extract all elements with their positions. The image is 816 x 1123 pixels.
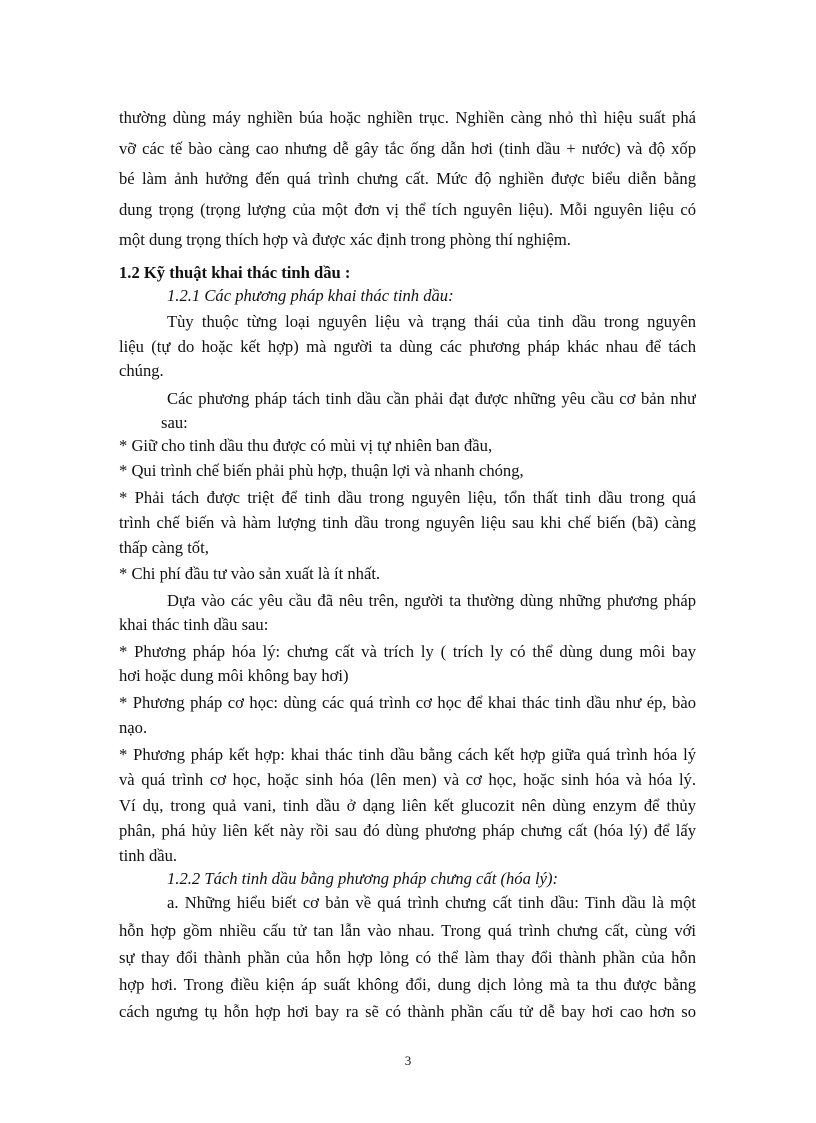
list-item: hơi hoặc dung môi không bay hơi) bbox=[119, 666, 349, 685]
list-item: tinh dầu. bbox=[119, 846, 178, 865]
list-item: thấp càng tốt, bbox=[119, 538, 209, 557]
list-item: * Phương pháp hóa lý: chưng cất và trích ly ( trích ly có thể dùng dung môi bay bbox=[119, 642, 696, 661]
list-item: và quá trình cơ học, hoặc sinh hóa (lên men) và cơ học, hoặc sinh hóa và hóa lý. bbox=[119, 770, 696, 789]
text-line: hợp hơi. Trong điều kiện áp suất không đổi, dung dịch lỏng mà ta thu được bằng bbox=[119, 975, 696, 994]
list-item: Ví dụ, trong quả vani, tinh dầu ở dạng liên kết glucozit nên dùng enzym để thủy bbox=[119, 796, 696, 815]
text-line: sự thay đổi thành phần của hỗn hợp lỏng có thể làm thay đổi thành phần của hỗn bbox=[119, 948, 696, 967]
list-item: * Phương pháp kết hợp: khai thác tinh dầu bằng cách kết hợp giữa quá trình hóa lý bbox=[119, 745, 696, 764]
list-item: nạo. bbox=[119, 718, 148, 737]
text-line: thường dùng máy nghiền búa hoặc nghiền trục. Nghiền càng nhỏ thì hiệu suất phá bbox=[119, 108, 696, 127]
text-line: Dựa vào các yêu cầu đã nêu trên, người ta thường dùng những phương pháp bbox=[167, 591, 696, 610]
text-line: cách ngưng tụ hỗn hợp hơi bay ra sẽ có thành phần cấu tử dễ bay hơi cao hơn so bbox=[119, 1002, 696, 1021]
text-line: Các phương pháp tách tinh dầu cần phải đạt được những yêu cầu cơ bản như bbox=[167, 389, 696, 408]
subheading: 1.2.2 Tách tinh dầu bằng phương pháp chưng cất (hóa lý): bbox=[167, 869, 559, 888]
list-item: trình chế biến và hàm lượng tinh dầu trong nguyên liệu sau khi chế biến (bã) càng bbox=[119, 513, 696, 532]
text-line: dung trọng (trọng lượng của một đơn vị thể tích nguyên liệu). Mỗi nguyên liệu có bbox=[119, 200, 696, 219]
page-number: 3 bbox=[404, 1053, 412, 1068]
list-item: * Chi phí đầu tư vào sản xuất là ít nhất. bbox=[119, 564, 381, 583]
text-line: vỡ các tế bào càng cao nhưng dễ gây tắc ống dẫn hơi (tinh dầu + nước) và độ xốp bbox=[119, 139, 696, 158]
subheading: 1.2.1 Các phương pháp khai thác tinh dầu: bbox=[167, 286, 454, 305]
text-line: khai thác tinh dầu sau: bbox=[119, 615, 269, 634]
text-line: liệu (tự do hoặc kết hợp) mà người ta dùng các phương pháp khác nhau để tách bbox=[119, 337, 696, 356]
list-item: * Phải tách được triệt để tinh dầu trong nguyên liệu, tổn thất tinh dầu trong quá bbox=[119, 488, 696, 507]
list-item: * Giữ cho tinh dầu thu được có mùi vị tự nhiên ban đầu, bbox=[119, 436, 493, 455]
text-line: chúng. bbox=[119, 361, 164, 380]
list-item: * Qui trình chế biến phải phù hợp, thuận lợi và nhanh chóng, bbox=[119, 461, 524, 480]
list-item: phân, phá hủy liên kết này rồi sau đó dùng phương pháp chưng cất (hóa lý) để lấy bbox=[119, 821, 696, 840]
text-line: một dung trọng thích hợp và được xác định trong phòng thí nghiệm. bbox=[119, 230, 571, 249]
text-line: a. Những hiểu biết cơ bản về quá trình chưng cất tinh dầu: Tinh dầu là một bbox=[167, 893, 696, 912]
text-line: sau: bbox=[161, 413, 188, 432]
list-item: * Phương pháp cơ học: dùng các quá trình cơ học để khai thác tinh dầu như ép, bào bbox=[119, 693, 696, 712]
text-line: Tùy thuộc từng loại nguyên liệu và trạng thái của tinh dầu trong nguyên bbox=[167, 312, 696, 331]
section-heading: 1.2 Kỹ thuật khai thác tinh dầu : bbox=[119, 263, 351, 282]
text-line: bé làm ảnh hưởng đến quá trình chưng cất. Mức độ nghiền được biểu diễn bằng bbox=[119, 169, 696, 188]
text-line: hỗn hợp gồm nhiều cấu tử tan lẫn vào nhau. Trong quá trình chưng cất, cùng với bbox=[119, 921, 696, 940]
